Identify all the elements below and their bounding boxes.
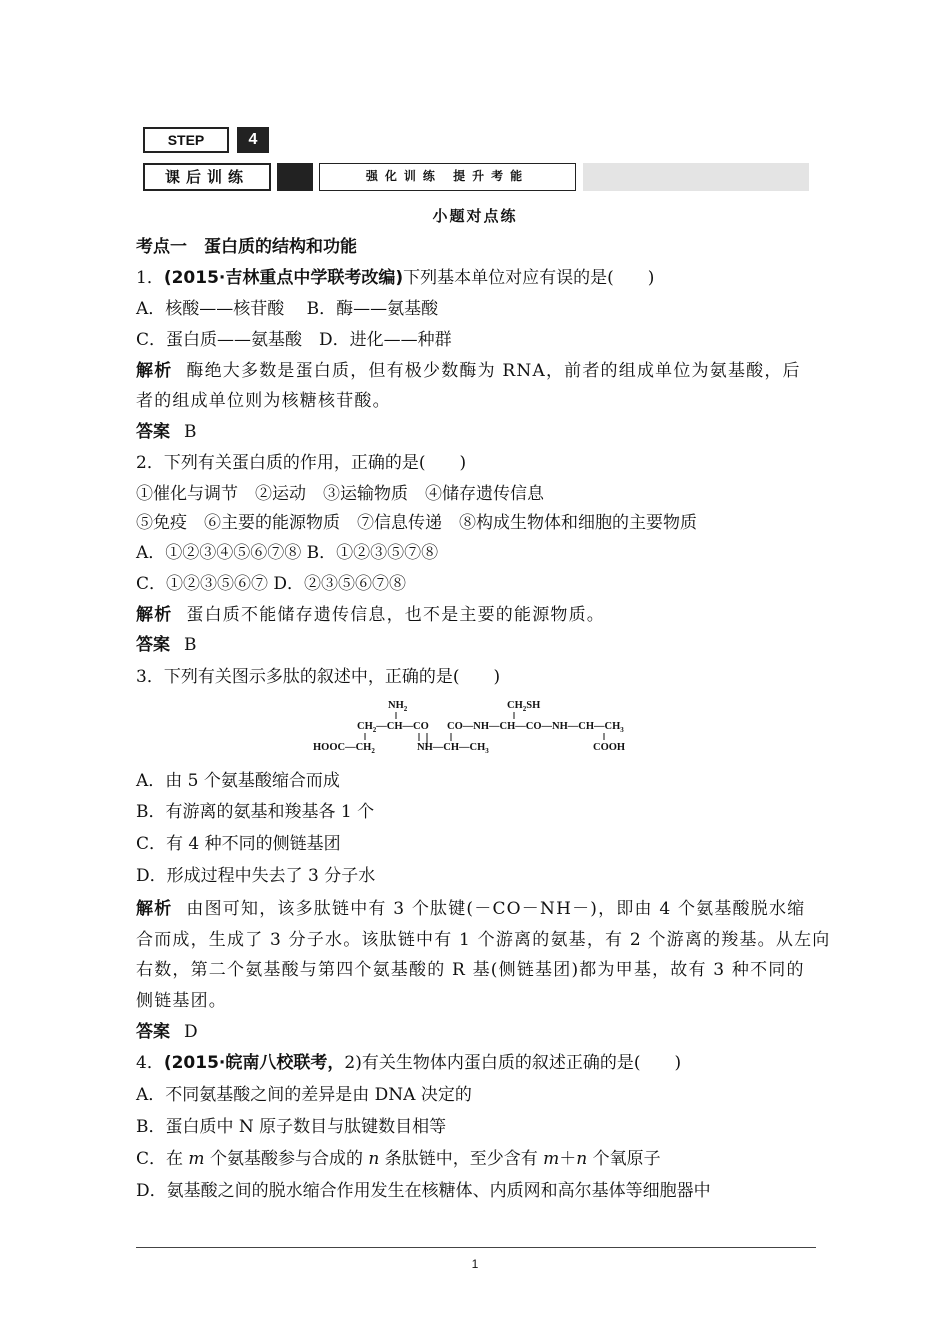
analysis-text: 蛋白质不能储存遗传信息，也不是主要的能源物质。 [186,605,606,625]
figure-ch2sh: $CH_2SH$ [507,700,541,713]
var-m: m [543,1149,560,1169]
question-source: (2015·皖南八校联考， [163,1053,345,1073]
answer-label: 答案 [136,422,170,442]
figure-cooh: COOH [593,742,626,753]
var-m: m [188,1149,205,1169]
figure-row2-a: $HOOC—CH_2$ [313,742,375,755]
header-slogan: 强化训练 提升考能 [319,163,576,191]
answer-value: B [184,422,197,442]
polypeptide-structure-figure [308,697,648,759]
question-2 [136,452,816,474]
step-label: STEP [143,127,229,153]
question-source-tail: 2) [344,1053,362,1073]
analysis-text: 由图可知，该多肽链中有 3 个肽键(－CO－NH－)，即由 4 个氨基酸脱水缩 [186,899,806,919]
section-title: 小题对点练 [432,207,518,225]
question-source: (2015·吉林重点中学联考改编) [163,268,404,288]
question-number: 4． [136,1053,164,1073]
header-grey-bar [583,163,809,191]
q2-items-1: ①催化与调节 ②运动 ③运输物质 ④储存遗传信息 [136,484,544,504]
question-number: 3． [136,667,164,687]
option-text: 个氨基酸参与合成的 [204,1149,369,1169]
question-stem: 有关生物体内蛋白质的叙述正确的是( ) [361,1053,682,1073]
q2-items-2: ⑤免疫 ⑥主要的能源物质 ⑦信息传递 ⑧构成生物体和细胞的主要物质 [136,513,697,533]
step-number: 4 [237,127,269,153]
question-1 [136,267,816,289]
option-text: 条肽链中，至少含有 [379,1149,544,1169]
q1-analysis [136,360,816,382]
answer-value: B [184,635,197,655]
footer-rule [136,1247,816,1248]
q3-option-d: D．形成过程中失去了 3 分子水 [136,866,376,886]
question-stem: 下列有关图示多肽的叙述中，正确的是( ) [163,667,501,687]
topic-heading: 考点一 蛋白质的结构和功能 [136,237,357,257]
answer-value: D [184,1022,198,1042]
option-text: ＋ [559,1149,577,1169]
answer-label: 答案 [136,1022,170,1042]
q3-option-a: A．由 5 个氨基酸缩合而成 [136,771,340,791]
q2-options-cd: C．①②③⑤⑥⑦ D．②③⑤⑥⑦⑧ [136,574,407,594]
q4-option-c [136,1148,816,1170]
q3-analysis [136,898,816,920]
q4-option-d: D．氨基酸之间的脱水缩合作用发生在核糖体、内质网和高尔基体等细胞器中 [136,1181,711,1201]
analysis-label: 解析 [136,605,173,625]
q2-analysis [136,604,816,626]
question-number: 1． [136,268,164,288]
var-n: n [368,1149,380,1169]
q1-options-cd: C．蛋白质——氨基酸 D．进化——种群 [136,330,452,350]
section-label: 课后训练 [143,163,271,191]
q4-option-a: A．不同氨基酸之间的差异是由 DNA 决定的 [136,1085,472,1105]
q3-analysis-cont-2: 右数，第二个氨基酸与第四个氨基酸的 R 基(侧链基团)都为甲基，故有 3 种不同的 [136,960,805,980]
q2-answer [136,634,816,656]
q1-analysis-cont: 者的组成单位则为核糖核苷酸。 [136,391,391,411]
question-stem: 下列有关蛋白质的作用，正确的是( ) [163,453,467,473]
q1-options-ab: A．核酸——核苷酸 B．酶——氨基酸 [136,299,439,319]
q3-analysis-cont-1: 合而成，生成了 3 分子水。该肽链中有 1 个游离的氨基，有 2 个游离的羧基。从左向 [136,930,831,950]
analysis-label: 解析 [136,899,173,919]
q3-analysis-cont-3: 侧链基团。 [136,991,227,1011]
page-number: 1 [471,1257,479,1271]
figure-row1-a: $CH_2—CH—CO$ [357,721,429,734]
option-text: 个氧原子 [587,1149,661,1169]
var-n: n [576,1149,588,1169]
analysis-label: 解析 [136,361,173,381]
header-dark-block [277,163,313,191]
q1-answer [136,421,816,443]
analysis-text: 酶绝大多数是蛋白质，但有极少数酶为 RNA，前者的组成单位为氨基酸，后 [186,361,801,381]
question-number: 2． [136,453,164,473]
figure-row2-b: $NH—CH—CH_3$ [417,742,489,755]
answer-label: 答案 [136,635,170,655]
q4-option-b: B．蛋白质中 N 原子数目与肽键数目相等 [136,1117,447,1137]
question-3 [136,666,816,688]
question-stem: 下列基本单位对应有误的是( ) [403,268,655,288]
q2-options-ab: A．①②③④⑤⑥⑦⑧ B．①②③⑤⑦⑧ [136,543,439,563]
question-4 [136,1052,816,1074]
figure-row1-b: $CO—NH—CH—CO—NH—CH—CH_3$ [447,721,624,734]
q3-option-c: C．有 4 种不同的侧链基团 [136,834,341,854]
option-text: C．在 [136,1149,189,1169]
q3-answer [136,1021,816,1043]
figure-nh2: $NH_2$ [388,700,408,713]
q3-option-b: B．有游离的氨基和羧基各 1 个 [136,802,375,822]
